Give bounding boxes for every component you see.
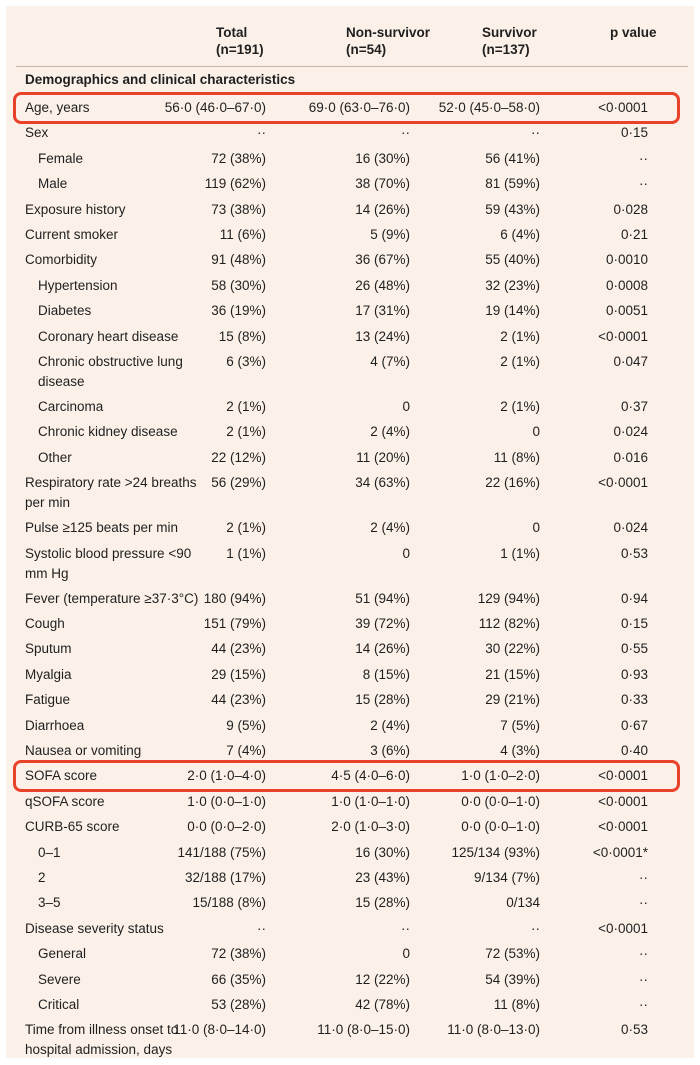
cell-total: 141/188 (75%) [177, 844, 266, 860]
cell-nonsurvivor: 11 (20%) [356, 449, 410, 465]
cell-pvalue: 0·024 [613, 424, 648, 440]
cell-survivor: 4 (3%) [500, 743, 540, 758]
row-label: Nausea or vomiting [25, 743, 142, 758]
cell-survivor: 0·0 (0·0–1·0) [461, 793, 540, 809]
cell-total: 15/188 (8%) [192, 895, 266, 911]
cell-nonsurvivor: 11·0 (8·0–15·0) [317, 1022, 410, 1038]
header-survivor: Survivor (n=137) [482, 25, 537, 57]
row-label: Disease severity status [25, 920, 164, 936]
cell-total: 2 (1%) [226, 399, 266, 414]
row-label: Age, years [25, 100, 90, 115]
cell-nonsurvivor: 2 (4%) [370, 520, 410, 536]
cell-survivor: 54 (39%) [485, 971, 540, 987]
cell-nonsurvivor: ·· [401, 920, 410, 936]
table-row [0, 1020, 700, 1065]
cell-pvalue: ·· [639, 971, 648, 987]
cell-total: 0·0 (0·0–2·0) [187, 819, 266, 835]
cell-survivor: 129 (94%) [477, 590, 540, 606]
cell-survivor: 6 (4%) [500, 227, 540, 242]
table-row [0, 544, 700, 589]
cell-nonsurvivor: 14 (26%) [355, 641, 410, 657]
cell-pvalue: 0·94 [620, 590, 648, 606]
cell-nonsurvivor: 23 (43%) [355, 870, 410, 885]
cell-nonsurvivor: 15 (28%) [355, 692, 410, 708]
cell-nonsurvivor: 34 (63%) [355, 475, 410, 491]
cell-pvalue: <0·0001 [598, 768, 648, 784]
cell-survivor: 19 (14%) [485, 303, 540, 319]
row-label: Pulse ≥125 beats per min [25, 520, 178, 536]
cell-survivor: 29 (21%) [485, 692, 540, 708]
cell-pvalue: 0·016 [613, 449, 648, 465]
table-row [0, 868, 700, 893]
table-row [0, 276, 700, 301]
table-row [0, 639, 700, 664]
cell-nonsurvivor: 3 (6%) [370, 743, 410, 758]
table-row [0, 944, 700, 969]
row-label: Fever (temperature ≥37·3°C) [25, 590, 199, 606]
cell-nonsurvivor: 12 (22%) [355, 971, 410, 987]
cell-pvalue: ·· [639, 895, 648, 911]
table-row [0, 843, 700, 868]
cell-nonsurvivor: 5 (9%) [370, 227, 410, 242]
cell-pvalue: 0·0010 [605, 252, 648, 268]
cell-nonsurvivor: 2 (4%) [370, 717, 410, 733]
cell-total: 2 (1%) [226, 520, 266, 536]
table-row [0, 352, 700, 397]
cell-pvalue: ·· [639, 997, 648, 1012]
cell-nonsurvivor: 13 (24%) [355, 328, 410, 344]
cell-survivor: 52·0 (45·0–58·0) [438, 100, 540, 115]
cell-pvalue: <0·0001 [598, 793, 648, 809]
cell-total: 72 (38%) [211, 946, 266, 962]
row-label: Time from illness onset to hospital admission, days [25, 1022, 179, 1058]
cell-total: ·· [257, 920, 266, 936]
cell-total: 29 (15%) [211, 666, 266, 682]
cell-pvalue: ·· [639, 946, 648, 962]
row-label: Chronic kidney disease [38, 424, 178, 440]
cell-survivor: 11 (8%) [493, 449, 540, 465]
row-label: Male [38, 176, 68, 192]
cell-nonsurvivor: 4 (7%) [370, 354, 410, 369]
cell-nonsurvivor: ·· [401, 125, 410, 141]
cell-total: 73 (38%) [211, 201, 266, 217]
table-row [0, 397, 700, 422]
table-row [0, 250, 700, 275]
cell-pvalue: 0·93 [620, 666, 648, 682]
highlight-box [13, 760, 680, 792]
cell-total: 2 (1%) [226, 424, 266, 440]
cell-survivor: 7 (5%) [500, 717, 540, 733]
cell-pvalue: <0·0001 [598, 475, 648, 491]
row-label: Coronary heart disease [38, 328, 179, 344]
cell-total: 44 (23%) [211, 641, 266, 657]
cell-survivor: 2 (1%) [500, 328, 540, 344]
table-row [0, 817, 700, 842]
row-label: Diabetes [38, 303, 92, 319]
header-total: Total (n=191) [216, 25, 264, 57]
cell-pvalue: 0·0051 [605, 303, 648, 319]
row-label: SOFA score [25, 768, 98, 784]
cell-survivor: 30 (22%) [485, 641, 540, 657]
cell-survivor: 55 (40%) [485, 252, 540, 268]
cell-pvalue: 0·028 [613, 201, 648, 217]
row-label: Sex [25, 125, 49, 141]
cell-total: 32/188 (17%) [184, 870, 266, 885]
cell-total: 7 (4%) [226, 743, 266, 758]
table-header [6, 12, 694, 68]
table-row [0, 792, 700, 817]
table-row [0, 123, 700, 148]
cell-survivor: 2 (1%) [500, 354, 540, 369]
cell-survivor: ·· [531, 125, 540, 141]
table-row [0, 200, 700, 225]
cell-pvalue: 0·53 [620, 1022, 648, 1038]
cell-nonsurvivor: 38 (70%) [355, 176, 410, 192]
cell-pvalue: ·· [639, 870, 648, 885]
cell-survivor: 1·0 (1·0–2·0) [461, 768, 540, 784]
cell-survivor: 11 (8%) [493, 997, 540, 1012]
cell-nonsurvivor: 26 (48%) [355, 277, 410, 293]
cell-total: 56·0 (46·0–67·0) [164, 100, 266, 115]
row-label: 0–1 [38, 844, 61, 860]
cell-pvalue: 0·047 [613, 354, 648, 369]
row-label: Hypertension [38, 277, 118, 293]
cell-total: 58 (30%) [211, 277, 266, 293]
cell-pvalue: 0·55 [620, 641, 648, 657]
cell-total: 22 (12%) [211, 449, 266, 465]
cell-survivor: 72 (53%) [485, 946, 540, 962]
row-label: General [38, 946, 87, 962]
cell-total: 2·0 (1·0–4·0) [187, 768, 266, 784]
cell-nonsurvivor: 16 (30%) [355, 150, 410, 166]
row-label: 2 [38, 870, 46, 885]
cell-pvalue: <0·0001 [598, 328, 648, 344]
cell-survivor: 0/134 [506, 895, 540, 911]
cell-pvalue: 0·33 [620, 692, 648, 708]
cell-nonsurvivor: 2·0 (1·0–3·0) [331, 819, 410, 835]
row-label: qSOFA score [25, 793, 105, 809]
cell-pvalue: <0·0001 [598, 100, 648, 115]
table-row [0, 919, 700, 944]
cell-total: 9 (5%) [226, 717, 266, 733]
table-row [0, 225, 700, 250]
row-label: Other [38, 449, 72, 465]
table-row [0, 174, 700, 199]
header-divider [16, 66, 688, 67]
row-label: Critical [38, 997, 80, 1012]
cell-total: 72 (38%) [211, 150, 266, 166]
cell-total: 15 (8%) [218, 328, 266, 344]
row-label: Myalgia [25, 666, 72, 682]
row-label: Fatigue [25, 692, 71, 708]
table-row [0, 995, 700, 1020]
cell-pvalue: <0·0001 [598, 819, 648, 835]
cell-pvalue: 0·024 [613, 520, 648, 536]
row-label: Cough [25, 616, 65, 631]
cell-survivor: 0·0 (0·0–1·0) [461, 819, 540, 835]
cell-pvalue: 0·15 [620, 616, 648, 631]
table-row [0, 589, 700, 614]
table-row [0, 614, 700, 639]
cell-nonsurvivor: 0 [402, 946, 410, 962]
row-label: Comorbidity [25, 252, 98, 268]
cell-total: 56 (29%) [211, 475, 266, 491]
row-label: Current smoker [25, 227, 119, 242]
cell-nonsurvivor: 8 (15%) [362, 666, 410, 682]
cell-survivor: 0 [532, 424, 540, 440]
row-label: Sputum [25, 641, 72, 657]
table-row [0, 970, 700, 995]
cell-total: 1 (1%) [226, 545, 266, 561]
table-row [0, 448, 700, 473]
header-nonsurvivor: Non-survivor (n=54) [346, 25, 431, 57]
row-label: Carcinoma [38, 399, 104, 414]
cell-survivor: 59 (43%) [485, 201, 540, 217]
row-label: Systolic blood pressure <90 mm Hg [25, 545, 192, 581]
row-label: Chronic obstructive lung disease [38, 354, 183, 389]
header-pvalue: p value [610, 25, 657, 40]
cell-total: 6 (3%) [226, 354, 266, 369]
cell-pvalue: 0·15 [620, 125, 648, 141]
cell-pvalue: <0·0001* [592, 844, 648, 860]
row-label: Female [38, 150, 84, 166]
table-row [0, 473, 700, 518]
cell-pvalue: 0·53 [620, 545, 648, 561]
cell-nonsurvivor: 51 (94%) [355, 590, 410, 606]
row-label: Severe [38, 971, 81, 987]
cell-nonsurvivor: 69·0 (63·0–76·0) [308, 100, 410, 115]
cell-pvalue: 0·0008 [605, 277, 648, 293]
cell-survivor: 32 (23%) [485, 277, 540, 293]
cell-nonsurvivor: 0 [402, 545, 410, 561]
cell-nonsurvivor: 15 (28%) [355, 895, 410, 911]
cell-pvalue: 0·21 [620, 227, 648, 242]
cell-total: 151 (79%) [203, 616, 266, 631]
cell-pvalue: 0·37 [620, 399, 648, 414]
cell-survivor: 9/134 (7%) [473, 870, 540, 885]
cell-pvalue: 0·67 [620, 717, 648, 733]
cell-survivor: 125/134 (93%) [451, 844, 540, 860]
row-label: Respiratory rate >24 breaths per min [25, 475, 197, 511]
cell-total: 53 (28%) [211, 997, 266, 1012]
cell-total: 36 (19%) [211, 303, 266, 319]
cell-survivor: 56 (41%) [485, 150, 540, 166]
cell-nonsurvivor: 42 (78%) [355, 997, 410, 1012]
row-label: Exposure history [25, 201, 126, 217]
cell-survivor: ·· [531, 920, 540, 936]
cell-survivor: 81 (59%) [485, 176, 540, 192]
row-label: Diarrhoea [25, 717, 85, 733]
cell-nonsurvivor: 17 (31%) [355, 303, 410, 319]
table-row [0, 690, 700, 715]
cell-nonsurvivor: 4·5 (4·0–6·0) [331, 768, 410, 784]
cell-total: 66 (35%) [211, 971, 266, 987]
highlight-box [13, 92, 680, 124]
cell-pvalue: ·· [639, 176, 648, 192]
table-row [0, 665, 700, 690]
cell-nonsurvivor: 39 (72%) [355, 616, 410, 631]
cell-total: 1·0 (0·0–1·0) [187, 793, 266, 809]
cell-survivor: 112 (82%) [478, 616, 540, 631]
table-row [0, 327, 700, 352]
cell-survivor: 1 (1%) [500, 545, 540, 561]
cell-pvalue: <0·0001 [598, 920, 648, 936]
cell-pvalue: 0·40 [620, 743, 648, 758]
table-row [0, 422, 700, 447]
cell-nonsurvivor: 2 (4%) [370, 424, 410, 440]
row-label: CURB-65 score [25, 819, 120, 835]
row-label: 3–5 [38, 895, 61, 911]
table-row [0, 716, 700, 741]
table-row [0, 149, 700, 174]
cell-total: 11·0 (8·0–14·0) [173, 1022, 266, 1038]
cell-survivor: 21 (15%) [485, 666, 540, 682]
cell-nonsurvivor: 14 (26%) [355, 201, 410, 217]
cell-nonsurvivor: 1·0 (1·0–1·0) [331, 793, 410, 809]
cell-nonsurvivor: 16 (30%) [355, 844, 410, 860]
cell-total: 91 (48%) [211, 252, 266, 268]
cell-total: ·· [257, 125, 266, 141]
cell-pvalue: ·· [639, 150, 648, 166]
table-row [0, 301, 700, 326]
cell-survivor: 22 (16%) [485, 475, 540, 491]
cell-survivor: 2 (1%) [500, 399, 540, 414]
cell-total: 180 (94%) [203, 590, 266, 606]
cell-survivor: 11·0 (8·0–13·0) [447, 1022, 540, 1038]
cell-survivor: 0 [532, 520, 540, 536]
cell-total: 44 (23%) [211, 692, 266, 708]
section-title: Demographics and clinical characteristics [25, 72, 296, 87]
cell-nonsurvivor: 36 (67%) [355, 252, 410, 268]
cell-total: 11 (6%) [219, 227, 266, 242]
cell-nonsurvivor: 0 [402, 399, 410, 414]
cell-total: 119 (62%) [204, 176, 266, 192]
table-row [0, 893, 700, 918]
table-row [0, 518, 700, 543]
